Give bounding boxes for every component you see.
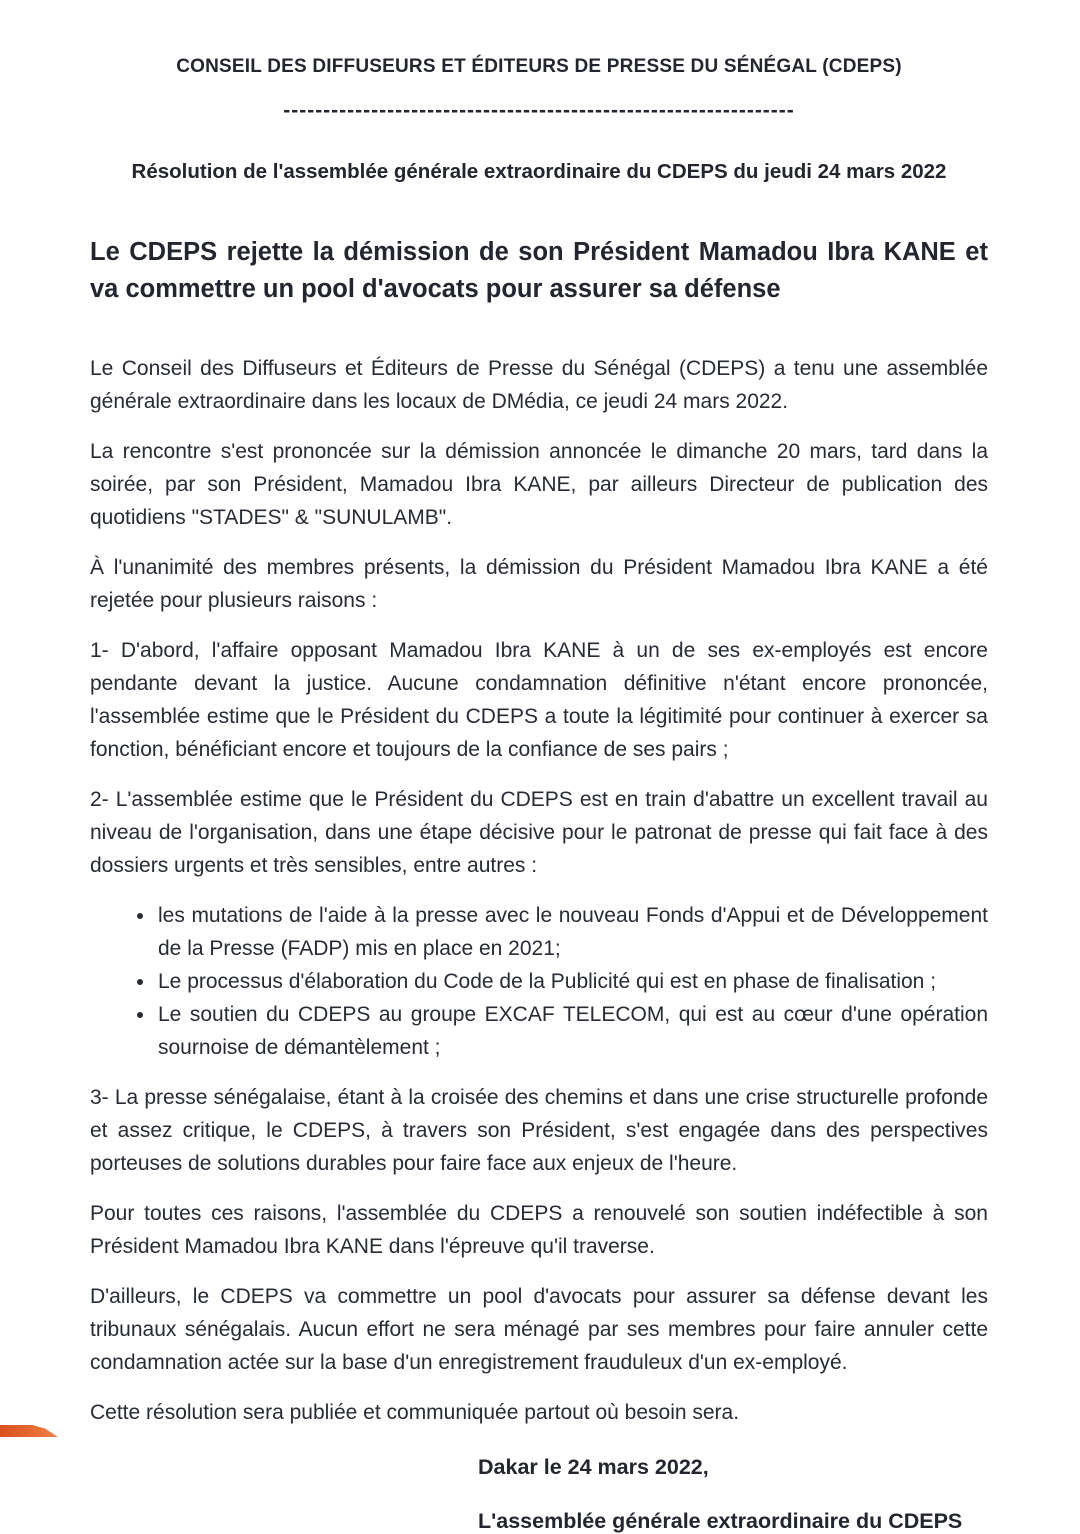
body-paragraph: Pour toutes ces raisons, l'assemblée du CDEPS a renouvelé son soutien indéfectible à son Président Mamadou Ibra KANE dans l'épreuve qu'il traverse. <box>90 1202 988 1258</box>
signature-signatory: L'assemblée générale extraordinaire du CDEPS <box>478 1509 963 1533</box>
body-paragraph: À l'unanimité des membres présents, la démission du Président Mamadou Ibra KANE a été rejetée pour plusieurs raisons : <box>90 556 988 612</box>
document-body <box>90 352 988 1429</box>
body-paragraph: 2- L'assemblée estime que le Président du CDEPS est en train d'abattre un excellent travail au niveau de l'organisation, dans une étape décisive pour le patronat de presse qui fait face à des dossiers urgents et très sensibles, entre autres : <box>90 788 988 877</box>
footer-corner-graphic <box>0 1425 58 1437</box>
bullet-item: • les mutations de l'aide à la presse avec le nouveau Fonds d'Appui et de Développement de la Presse (FADP) mis en place en 2021; <box>156 899 988 965</box>
paragraphs-after-list <box>90 1081 988 1429</box>
paragraphs-before-list <box>90 352 988 882</box>
bullet-item: • Le soutien du CDEPS au groupe EXCAF TELECOM, qui est au cœur d'une opération sournoise de démantèlement ; <box>156 998 988 1064</box>
body-paragraph: Cette résolution sera publiée et communiquée partout où besoin sera. <box>90 1401 740 1424</box>
signature-place-date: Dakar le 24 mars 2022, <box>478 1455 709 1479</box>
body-paragraph: La rencontre s'est prononcée sur la démission annoncée le dimanche 20 mars, tard dans la soirée, par son Président, Mamadou Ibra KANE, par ailleurs Directeur de publication des quotidiens "STADES" & "SUNULAMB". <box>90 440 988 529</box>
body-paragraph: D'ailleurs, le CDEPS va commettre un pool d'avocats pour assurer sa défense devant les tribunaux sénégalais. Aucun effort ne sera ménagé par ses membres pour faire annuler cette condamnation actée sur la base d'un enregistrement frauduleux d'un ex-employé. <box>90 1285 988 1374</box>
document-headline: Le CDEPS rejette la démission de son Président Mamadou Ibra KANE et va commettre un pool d'avocats pour assurer sa défense <box>90 238 988 303</box>
body-paragraph: 1- D'abord, l'affaire opposant Mamadou Ibra KANE à un de ses ex-employés est encore pendante devant la justice. Aucune condamnation définitive n'étant encore prononcée, l'assemblée estime que le Président du CDEPS a toute la légitimité pour continuer à exercer sa fonction, bénéficiant encore et toujours de la confiance de ses pairs ; <box>90 639 988 761</box>
body-paragraph: 3- La presse sénégalaise, étant à la croisée des chemins et dans une crise structurelle profonde et assez critique, le CDEPS, à travers son Président, s'est engagée dans des perspectives porteuses de solutions durables pour faire face aux enjeux de l'heure. <box>90 1086 988 1175</box>
resolution-subject-line: Résolution de l'assemblée générale extraordinaire du CDEPS du jeudi 24 mars 2022 <box>131 160 947 183</box>
bullet-list <box>90 899 988 1064</box>
signature-block <box>478 1455 988 1534</box>
dashed-separator: ---------------------------------------------------------------- <box>283 99 795 122</box>
bullet-item: • Le processus d'élaboration du Code de la Publicité qui est en phase de finalisation ; <box>156 965 988 998</box>
body-paragraph: Le Conseil des Diffuseurs et Éditeurs de Presse du Sénégal (CDEPS) a tenu une assemblée générale extraordinaire dans les locaux de DMédia, ce jeudi 24 mars 2022. <box>90 357 988 413</box>
organization-title: CONSEIL DES DIFFUSEURS ET ÉDITEURS DE PRESSE DU SÉNÉGAL (CDEPS) <box>176 56 902 77</box>
